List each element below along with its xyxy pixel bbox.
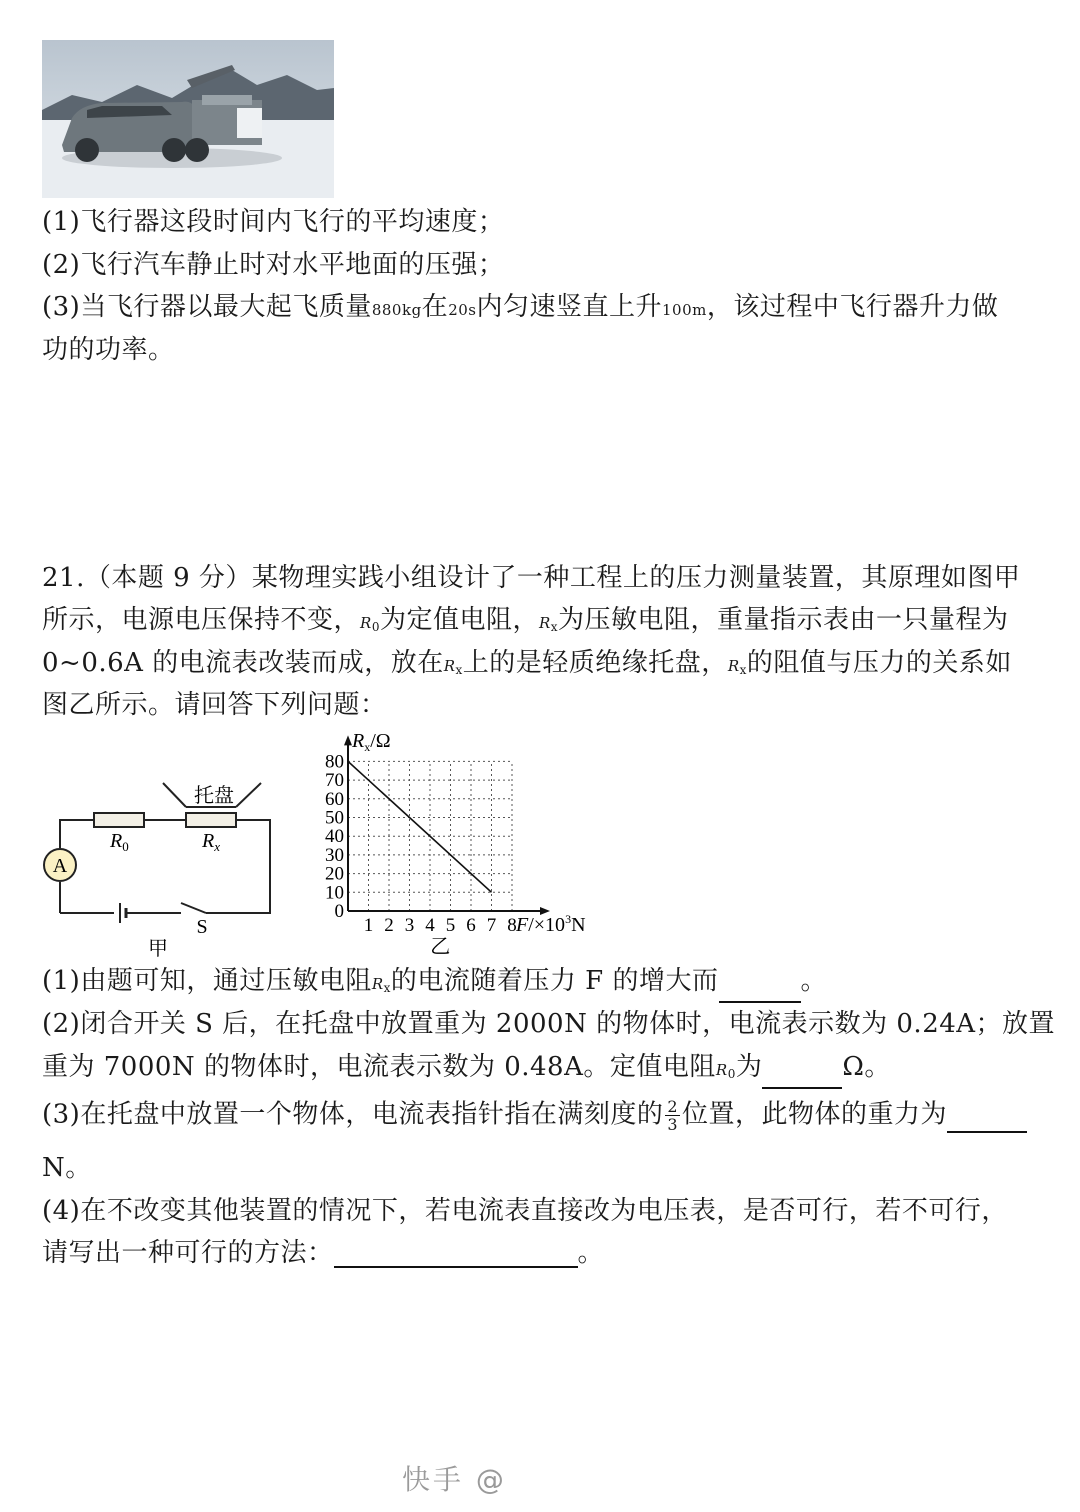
prev-question-2: (2)飞行汽车静止时对水平地面的压强； [42,250,505,280]
flying-car-photo [42,40,334,198]
sub-question-3-line1 [42,1098,1027,1133]
y-tick-label: 80 [325,751,344,773]
sub-question-3-line2: N。 [42,1153,92,1183]
y-tick-label: 0 [334,901,344,922]
x-tick-label: 3 [404,915,415,936]
x-tick-label: 4 [425,915,435,936]
y-tick-label: 70 [325,770,344,792]
y-tick-label: 30 [325,844,344,866]
q21-line3-b: 上的是轻质绝缘托盘， [462,648,728,678]
x-tick-label: 6 [466,915,476,936]
sub-question-4-line2 [42,1238,604,1268]
sub-question-4-line1: (4)在不改变其他装置的情况下，若电流表直接改为电压表，是否可行，若不可行， [42,1196,1008,1226]
chart-ticks [325,751,517,936]
wire-top-left [60,820,94,848]
prev-question-3-line2: 功的功率。 [42,335,175,365]
sub-question-2-line2 [42,1052,891,1089]
q3-text-d: ，该过程中飞行器升力做 [706,292,999,322]
prev-question-3-line1 [42,292,998,325]
q3-distance: 100m [662,301,707,319]
sub-question-1 [42,966,827,1003]
q21-line2 [42,605,1009,642]
series-line [348,761,492,892]
y-tick-label: 10 [325,882,344,904]
rx-symbol: $R_x$ [538,614,559,634]
sq4-text-a: 请写出一种可行的方法： [42,1238,334,1268]
sq4-text-b: 。 [577,1238,605,1268]
switch-lever [181,903,206,913]
x-axis-title: $F/\times 10^3N$ [516,912,586,936]
circuit-diagram [36,775,286,965]
tray-left [163,783,186,807]
rx-label: $R_x$ [202,830,220,854]
rx-symbol: $R_x$ [443,657,463,677]
r0-label: $R_0$ [110,830,129,854]
chart-caption: 乙 [430,934,451,958]
chart-axes [348,743,542,911]
y-axis-title: $R_x/\Omega$ [352,730,391,754]
q21-line2-b: 为定值电阻， [379,605,539,635]
q3-text-a: (3)当飞行器以最大起飞质量 [42,292,372,322]
x-tick-label: 2 [384,915,394,936]
wire-right [206,820,270,913]
sq1-text-c: 。 [800,966,828,996]
tray-right [236,783,261,807]
x-tick-label: 1 [363,915,374,936]
y-tick-label: 40 [325,826,344,848]
q21-line3-a: 0~0.6A 的电流表改装而成，放在 [42,648,444,678]
q3-text-c: 内匀速竖直上升 [476,292,662,322]
answer-blank-4[interactable] [334,1240,578,1268]
y-tick-label: 50 [325,807,344,829]
prev-question-1: (1)飞行器这段时间内飞行的平均速度； [42,207,505,237]
q3-text-b: 在 [421,292,449,322]
fraction-two-thirds: $\frac{2}{3}$ [667,1097,679,1134]
switch-label: S [196,916,208,938]
circuit-caption: 甲 [148,936,168,960]
y-axis-arrow [344,735,352,745]
q21-line2-a: 所示，电源电压保持不变， [42,605,361,635]
watermark: 快手 @ [402,1463,507,1496]
q21-line1: 21.（本题 9 分）某物理实践小组设计了一种工程上的压力测量装置，其原理如图甲 [42,563,1021,593]
q21-line2-c: 为压敏电阻，重量指示表由一只量程为 [558,605,1009,635]
q3-time: 20s [448,301,477,319]
y-tick-label: 20 [325,863,344,885]
q3-mass: 880kg [371,301,422,319]
answer-blank-3[interactable] [947,1105,1027,1133]
sq1-text-a: (1)由题可知，通过压敏电阻 [42,966,372,996]
sub-question-2-line1: (2)闭合开关 S 后，在托盘中放置重为 2000N 的物体时，电流表示数为 0.24A；放置 [42,1009,1056,1039]
sq3-text-a: (3)在托盘中放置一个物体，电流表指针指在满刻度的 [42,1099,664,1130]
x-tick-label: 7 [486,915,497,936]
x-tick-label: 5 [445,915,456,936]
ammeter-label: A [52,855,68,877]
sq2-text-c: Ω。 [842,1052,891,1082]
tray-label: 托盘 [194,783,234,807]
sq2-text-b: 为 [735,1052,763,1082]
sq2-text-a: 重为 7000N 的物体时，电流表示数为 0.48A。定值电阻 [42,1052,716,1082]
sq1-text-b: 的电流随着压力 F 的增大而 [390,966,719,996]
rx-force-chart [310,725,610,965]
r0-symbol: $R_0$ [360,614,380,634]
q21-line4: 图乙所示。请回答下列问题： [42,690,387,720]
q21-line3 [42,648,1012,685]
rx-symbol: $R_x$ [371,975,391,995]
y-tick-label: 60 [325,788,344,810]
rx-symbol: $R_x$ [727,657,747,677]
q21-line3-c: 的阻值与压力的关系如 [746,648,1012,678]
answer-blank-2[interactable] [762,1061,842,1089]
x-tick-label: 8 [507,915,517,936]
sq3-text-b: 位置，此物体的重力为 [682,1099,948,1130]
answer-blank-1[interactable] [719,975,801,1003]
r0-symbol: $R_0$ [715,1061,736,1081]
